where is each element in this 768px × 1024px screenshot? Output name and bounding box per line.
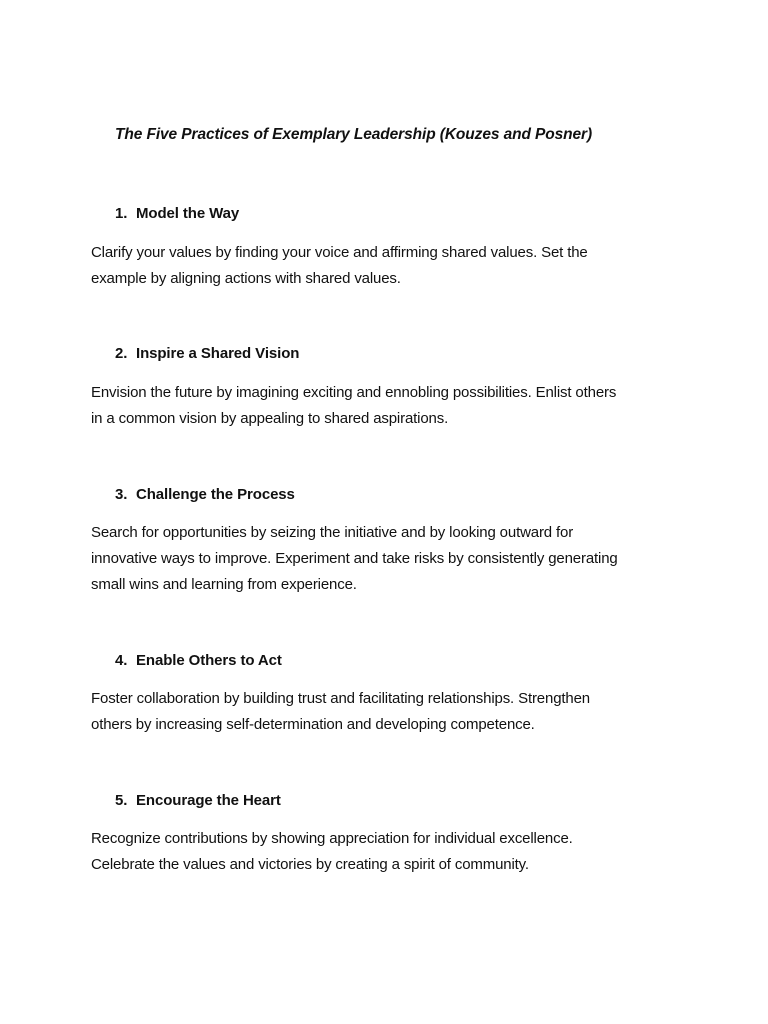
- practice-heading-3: [115, 486, 295, 503]
- practice-description-2: [91, 380, 691, 432]
- practice-number: 4.: [115, 652, 128, 669]
- practice-title: Encourage the Heart: [136, 792, 281, 809]
- paragraph-line: Clarify your values by finding your voice and affirming shared values. Set the: [91, 244, 588, 261]
- paragraph-line: example by aligning actions with shared values.: [91, 270, 401, 287]
- practice-heading-4: [115, 652, 282, 669]
- practice-number: 5.: [115, 792, 128, 809]
- practice-description-3: [91, 520, 691, 598]
- paragraph-line: others by increasing self-determination and developing competence.: [91, 716, 535, 733]
- practice-description-5: [91, 826, 691, 878]
- practice-title: Model the Way: [136, 205, 240, 222]
- paragraph-line: innovative ways to improve. Experiment and take risks by consistently generating: [91, 550, 618, 567]
- paragraph-line: Foster collaboration by building trust and facilitating relationships. Strengthen: [91, 690, 590, 707]
- practice-heading-2: [115, 345, 299, 362]
- practice-heading-1: [115, 205, 239, 222]
- paragraph-line: in a common vision by appealing to shared aspirations.: [91, 410, 449, 427]
- paragraph-line: Recognize contributions by showing appreciation for individual excellence.: [91, 830, 573, 847]
- practice-number: 3.: [115, 486, 128, 503]
- paragraph-line: Celebrate the values and victories by creating a spirit of community.: [91, 856, 529, 873]
- practice-number: 2.: [115, 345, 128, 362]
- paragraph-line: small wins and learning from experience.: [91, 576, 357, 593]
- document-title: The Five Practices of Exemplary Leadership (Kouzes and Posner): [115, 126, 593, 143]
- paragraph-line: Envision the future by imagining exciting and ennobling possibilities. Enlist others: [91, 384, 617, 401]
- practice-description-4: [91, 686, 691, 738]
- practice-number: 1.: [115, 205, 128, 222]
- paragraph-line: Search for opportunities by seizing the initiative and by looking outward for: [91, 524, 574, 541]
- practice-description-1: [91, 240, 691, 292]
- practice-title: Challenge the Process: [136, 486, 295, 503]
- practice-heading-5: [115, 792, 281, 809]
- practice-title: Enable Others to Act: [136, 652, 282, 669]
- practice-title: Inspire a Shared Vision: [136, 345, 300, 362]
